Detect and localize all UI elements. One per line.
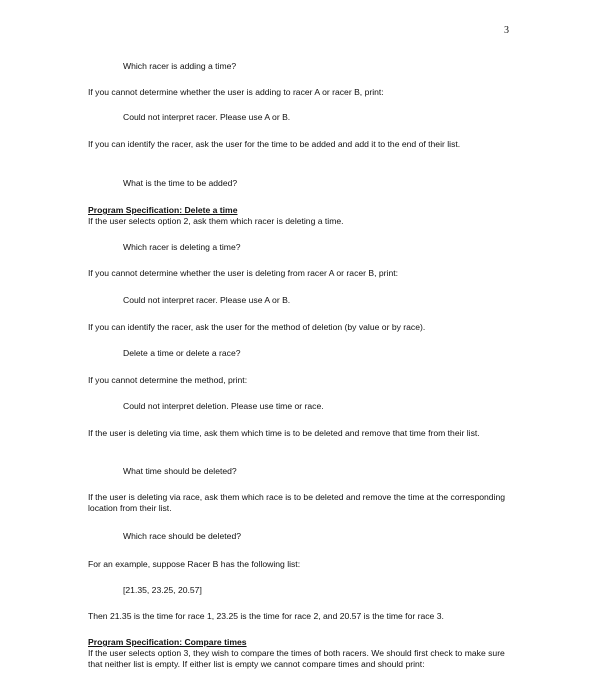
paragraph-deleting-via-race: If the user is deleting via race, ask them which race is to be deleted and remove the time at the corresponding location from their list.	[88, 492, 506, 513]
section-compare-times	[88, 637, 508, 670]
prompt-which-racer-deleting: Which racer is deleting a time?	[123, 242, 241, 252]
message-could-not-interpret-racer: Could not interpret racer. Please use A or B.	[123, 295, 291, 305]
example-list: [21.35, 23.25, 20.57]	[123, 585, 202, 595]
paragraph-compare-intro: If the user selects option 3, they wish to compare the times of both racers. We should first check to make sure that neither list is empty. If either list is empty we cannot compare times and should print:	[88, 648, 505, 669]
paragraph-identify-racer-add: If you can identify the racer, ask the user for the time to be added and add it to the end of their list.	[88, 139, 461, 149]
section-delete-a-time	[88, 205, 508, 227]
section-heading-compare-times: Program Specification: Compare times	[88, 637, 247, 647]
message-could-not-interpret-racer: Could not interpret racer. Please use A or B.	[123, 112, 291, 122]
page-number: 3	[504, 25, 509, 36]
paragraph-cannot-determine-deleting: If you cannot determine whether the user is deleting from racer A or racer B, print:	[88, 268, 399, 278]
paragraph-example-explanation: Then 21.35 is the time for race 1, 23.25 is the time for race 2, and 20.57 is the time for race 3.	[88, 611, 444, 621]
section-heading-delete-a-time: Program Specification: Delete a time	[88, 205, 238, 215]
message-could-not-interpret-deletion: Could not interpret deletion. Please use time or race.	[123, 401, 324, 411]
paragraph-cannot-determine-adding: If you cannot determine whether the user is adding to racer A or racer B, print:	[88, 87, 384, 97]
paragraph-example-intro: For an example, suppose Racer B has the following list:	[88, 559, 301, 569]
prompt-which-race-deleted: Which race should be deleted?	[123, 531, 242, 541]
prompt-time-to-be-added: What is the time to be added?	[123, 178, 238, 188]
paragraph-delete-intro: If the user selects option 2, ask them which racer is deleting a time.	[88, 216, 344, 226]
prompt-delete-time-or-race: Delete a time or delete a race?	[123, 348, 241, 358]
paragraph-identify-racer-delete: If you can identify the racer, ask the user for the method of deletion (by value or by race).	[88, 322, 426, 332]
paragraph-deleting-via-time: If the user is deleting via time, ask them which time is to be deleted and remove that time from their list.	[88, 428, 480, 438]
prompt-which-racer-adding: Which racer is adding a time?	[123, 61, 237, 71]
prompt-what-time-deleted: What time should be deleted?	[123, 466, 237, 476]
paragraph-cannot-determine-method: If you cannot determine the method, print:	[88, 375, 248, 385]
